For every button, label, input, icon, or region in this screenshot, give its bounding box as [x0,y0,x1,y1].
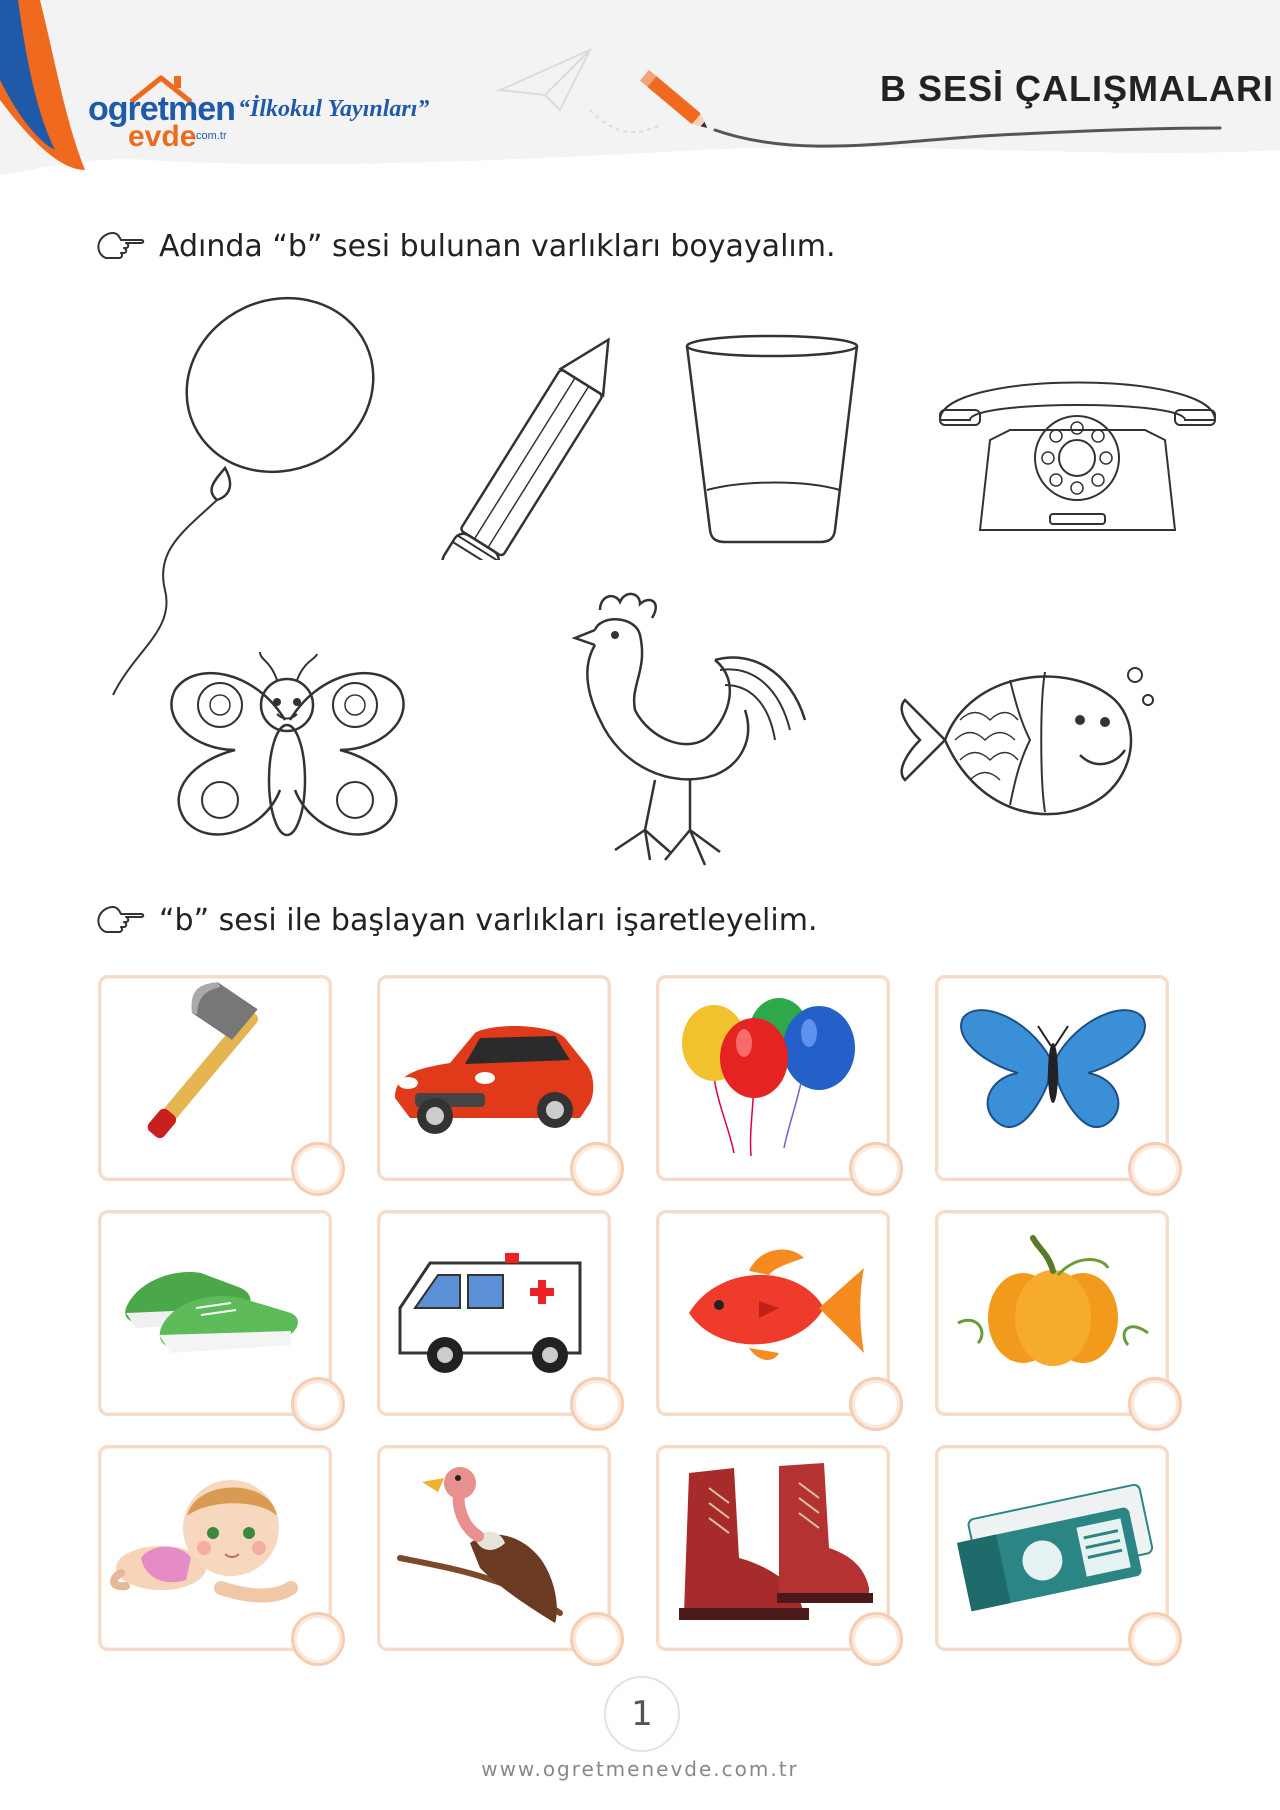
check-circle[interactable] [1128,1377,1182,1431]
instruction-marking [95,900,818,940]
page-title: B SESİ ÇALIŞMALARI [880,68,1275,109]
check-circle[interactable] [1128,1612,1182,1666]
check-circle[interactable] [570,1377,624,1431]
card-ambulance [377,1210,611,1416]
card-vulture [377,1445,611,1651]
check-circle[interactable] [849,1612,903,1666]
check-circle[interactable] [1128,1142,1182,1196]
pointing-hand-icon [95,900,145,940]
pencil-outline[interactable] [440,330,610,560]
axe-icon [101,978,329,1158]
logo-text-ogretmen: ogretmen [88,90,235,128]
logo-domain: .com.tr [193,130,227,142]
baby-icon [101,1448,329,1628]
check-circle[interactable] [291,1612,345,1666]
card-butterfly [935,975,1169,1181]
logo-text-evde: evde [128,120,197,153]
butterfly-outline[interactable] [165,650,410,850]
instruction-text: “b” sesi ile başlayan varlıkları işaretleyelim. [159,902,818,938]
vulture-icon [380,1448,608,1628]
butterfly-icon [938,978,1166,1158]
logo [88,70,488,160]
page-number: 1 [604,1676,680,1752]
card-boots [656,1445,890,1651]
card-sneakers [98,1210,332,1416]
balloon-outline[interactable] [105,290,395,710]
instruction-text: Adında “b” sesi bulunan varlıkları boyayalım. [159,228,836,264]
card-pumpkin [935,1210,1169,1416]
pointing-hand-icon [95,226,145,266]
ambulance-icon [380,1213,608,1393]
publisher-name: “İlkokul Yayınları” [238,96,430,122]
tickets-icon [938,1448,1166,1628]
instruction-coloring [95,226,836,266]
card-car [377,975,611,1181]
balloons-icon [659,978,887,1158]
website-url[interactable]: www.ogretmenevde.com.tr [481,1757,799,1781]
card-axe [98,975,332,1181]
car-icon [380,978,608,1158]
telephone-outline[interactable] [935,350,1220,535]
card-baby [98,1445,332,1651]
check-circle[interactable] [291,1142,345,1196]
card-fish [656,1210,890,1416]
card-balloons [656,975,890,1181]
check-circle[interactable] [849,1377,903,1431]
card-tickets [935,1445,1169,1651]
rooster-outline[interactable] [540,590,820,875]
check-circle[interactable] [849,1142,903,1196]
check-circle[interactable] [570,1142,624,1196]
glass-outline[interactable] [685,330,860,545]
fish-icon [659,1213,887,1393]
boots-icon [659,1448,887,1628]
check-circle[interactable] [291,1377,345,1431]
fish-outline[interactable] [890,640,1160,840]
sneakers-icon [101,1213,329,1393]
check-circle[interactable] [570,1612,624,1666]
pumpkin-icon [938,1213,1166,1393]
